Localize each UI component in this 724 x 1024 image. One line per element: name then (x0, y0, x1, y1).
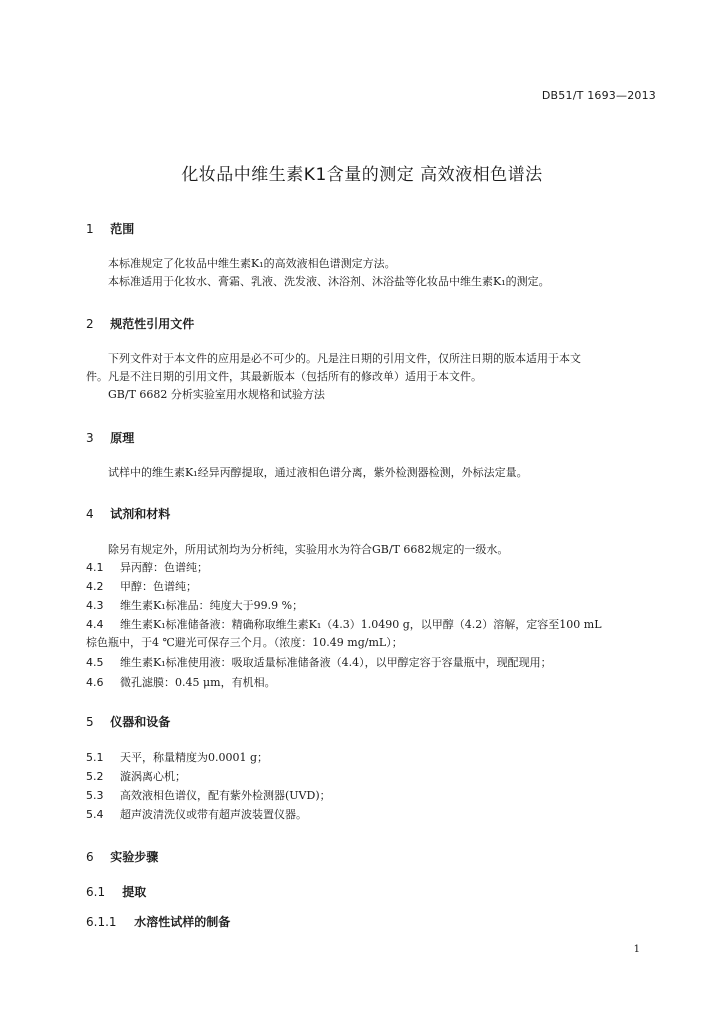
reagent-item: 4.1 异丙醇：色谱纯； (86, 561, 208, 574)
scope-paragraph-2: 本标准适用于化妆水、膏霜、乳液、洗发液、沐浴剂、沐浴盐等化妆品中维生素K₁的测定。 (108, 275, 550, 288)
references-paragraph-line-1: 下列文件对于本文件的应用是必不可少的。凡是注日期的引用文件，仅所注日期的版本适用于本文 (108, 352, 581, 365)
section-title: 规范性引用文件 (110, 317, 195, 331)
principle-paragraph: 试样中的维生素K₁经异丙醇提取，通过液相色谱分离，紫外检测器检测，外标法定量。 (108, 466, 528, 479)
section-title: 仪器和设备 (110, 715, 171, 729)
section-title: 试剂和材料 (110, 507, 171, 521)
reagent-item: 4.2 甲醇：色谱纯； (86, 580, 197, 593)
section-heading-normative-references (86, 315, 194, 332)
section-heading-instruments (86, 713, 170, 730)
instrument-item: 5.3 高效液相色谱仪，配有紫外检测器(UVD)； (86, 789, 331, 802)
section-heading-procedure (86, 848, 158, 865)
section-heading-scope (86, 220, 134, 237)
scope-paragraph-1: 本标准规定了化妆品中维生素K₁的高效液相色谱测定方法。 (108, 257, 396, 270)
references-paragraph-line-2: 件。凡是不注日期的引用文件，其最新版本（包括所有的修改单）适用于本文件。 (86, 370, 482, 383)
section-number: 2 (86, 317, 94, 331)
instrument-item: 5.1 天平，称量精度为0.0001 g； (86, 751, 269, 764)
section-number: 6.1 (86, 885, 106, 899)
section-number: 3 (86, 431, 94, 445)
section-heading-reagents (86, 505, 170, 522)
section-title: 实验步骤 (110, 850, 159, 864)
section-number: 1 (86, 222, 94, 236)
standard-code: DB51/T 1693—2013 (541, 89, 656, 102)
reagent-item: 4.5 维生素K₁标准使用液：吸取适量标准储备液（4.4），以甲醇定容于容量瓶中，现配现用； (86, 656, 552, 669)
section-number: 6 (86, 850, 94, 864)
reagent-item: 4.4 维生素K₁标准储备液：精确称取维生素K₁（4.3）1.0490 g，以甲醇（4.2）溶解，定容至100 mL (86, 618, 602, 631)
instrument-item: 5.2 漩涡离心机； (86, 770, 186, 783)
subsection-heading-water-soluble-sample (86, 913, 230, 930)
reagent-item: 4.6 微孔滤膜：0.45 μm，有机相。 (86, 676, 276, 689)
reagents-intro: 除另有规定外，所用试剂均为分析纯，实验用水为符合GB/T 6682规定的一级水。 (108, 543, 509, 556)
instrument-item: 5.4 超声波清洗仪或带有超声波装置仪器。 (86, 808, 307, 821)
section-title: 原理 (110, 431, 135, 445)
reference-gbt6682: GB/T 6682 分析实验室用水规格和试验方法 (108, 388, 325, 401)
reagent-item: 4.3 维生素K₁标准品：纯度大于99.9 %； (86, 599, 304, 612)
section-title: 范围 (110, 222, 135, 236)
document-title: 化妆品中维生素K1含量的测定 高效液相色谱法 (181, 165, 543, 185)
section-number: 5 (86, 715, 94, 729)
section-title: 水溶性试样的制备 (134, 915, 231, 929)
page-number: 1 (633, 944, 640, 955)
reagent-item-continuation: 棕色瓶中，于4 ℃避光可保存三个月。（浓度：10.49 mg/mL）； (86, 636, 403, 649)
section-heading-principle (86, 429, 134, 446)
section-title: 提取 (122, 885, 147, 899)
section-number: 6.1.1 (86, 915, 117, 929)
subsection-heading-extraction (86, 883, 146, 900)
section-number: 4 (86, 507, 94, 521)
